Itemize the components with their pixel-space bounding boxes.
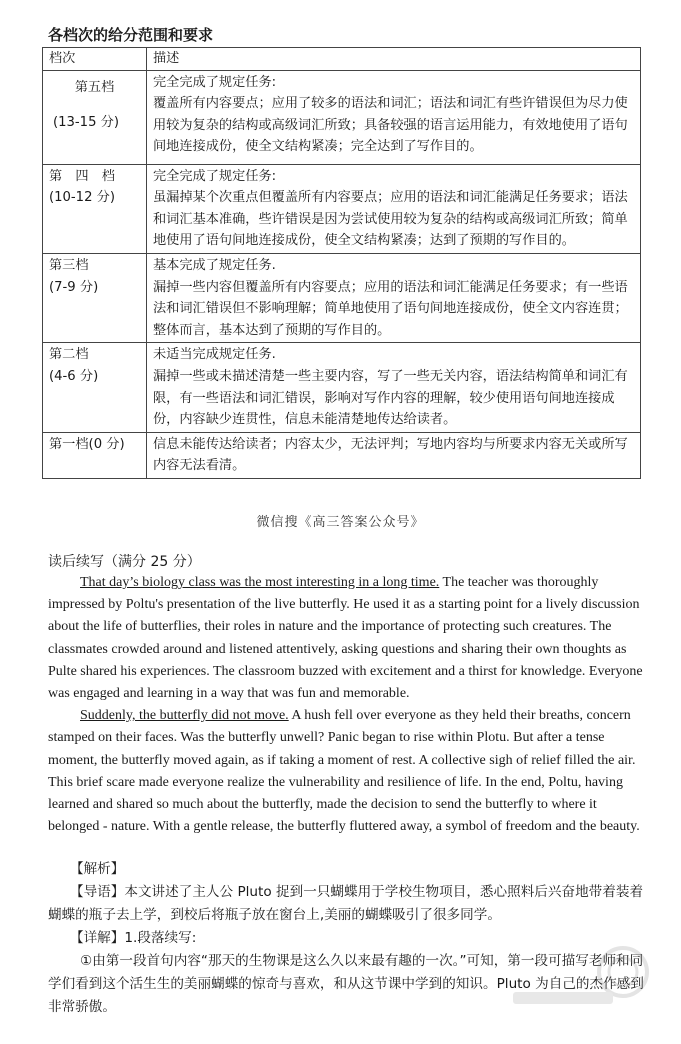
level-range: (7-9 分) xyxy=(49,279,99,295)
section-title: 读后续写（满分 25 分） xyxy=(48,554,201,570)
table-heading: 各档次的给分范围和要求 xyxy=(48,26,214,44)
table-row xyxy=(43,70,641,164)
paragraph-text: The teacher was thoroughly impressed by Poltu's presentation of the live butterfly. He used it as a starting point for a lively discussion about the life of butterflies, their roles in nature and the importance of protecting such creatures. The classmates crowded around and listened attentively, asking questions and sharing their own thoughts as Pulte shared his experiences. The classroom buzzed with excitement and a thirst for knowledge. Everyone was engaged and learning in a way that was fun and memorable. xyxy=(48,575,643,702)
level-cell xyxy=(43,70,147,164)
level-cell xyxy=(43,432,147,478)
level-range: (13-15 分) xyxy=(53,115,119,131)
description-title: 完全完成了规定任务: xyxy=(153,74,277,90)
analysis-guide: 【导语】本文讲述了主人公 Pluto 捉到一只蝴蝶用于学校生物项目，悉心照料后兴奋地带着装着蝴蝶的瓶子去上学，到校后将瓶子放在窗台上,美丽的蝴蝶吸引了很多同学。 xyxy=(48,884,644,923)
table-header-row xyxy=(43,48,641,71)
watermark-text: 微信搜《高三答案公众号》 xyxy=(256,515,425,530)
header-description: 描述 xyxy=(147,48,641,71)
essay-paragraph xyxy=(48,705,648,838)
description-text: 漏掉一些或未描述清楚一些主要内容，写了一些无关内容，语法结构简单和词汇有限，有一些语法和词汇错误，影响对写作内容的理解，较少使用语句间地连接成份，内容缺少连贯性，信息未能清楚地传达给读者。 xyxy=(153,368,628,428)
description-title: 未适当完成规定任务. xyxy=(153,347,276,363)
analysis-label: 【解析】 xyxy=(70,861,125,877)
level-range: (10-12 分) xyxy=(49,190,115,206)
essay-paragraph xyxy=(48,572,648,705)
essay-body xyxy=(48,572,648,838)
description-text: 信息未能传达给读者；内容太少，无法评判；写地内容均与所要求内容无关或所写内容无法看清。 xyxy=(153,436,628,474)
description-cell xyxy=(147,432,641,478)
level-name: 第二档 xyxy=(49,347,89,363)
description-cell xyxy=(147,253,641,342)
level-name: 第五档 xyxy=(74,79,115,95)
paragraph-text: A hush fell over everyone as they held their breaths, concern stamped on their faces. Was the butterfly unwell? Panic began to rise within Plotu. But after a tense moment, the butterfly moved again, as if taking a moment of rest. A collective sigh of relief filled the air. This brief scare made everyone realize the vulnerability and resilience of life. In the end, Poltu, having learned and shared so much about the butterfly, made the decision to send the butterfly to where it belonged - nature. With a gentle release, the butterfly fluttered away, a symbol of freedom and the beauty. xyxy=(48,708,640,835)
table-row xyxy=(43,164,641,253)
analysis-detail: 【详解】1.段落续写: xyxy=(70,930,197,946)
level-range: (4-6 分) xyxy=(49,368,99,384)
description-cell xyxy=(147,70,641,164)
description-title: 完全完成了规定任务: xyxy=(153,168,277,184)
scoring-table xyxy=(42,47,641,479)
level-cell xyxy=(43,343,147,432)
description-text: 虽漏掉某个次重点但覆盖所有内容要点；应用的语法和词汇能满足任务要求；语法和词汇基本准确，些许错误是因为尝试使用较为复杂的结构或高级词汇所致；简单地使用了语句间地连接成份，使全文结构紧凑；达到了预期的写作目的。 xyxy=(153,190,628,249)
level-cell xyxy=(43,253,147,342)
watermark-logo-icon xyxy=(503,944,653,1014)
level-name: 第 四 档 xyxy=(49,168,115,184)
table-row xyxy=(43,343,641,432)
underlined-opening: Suddenly, the butterfly did not move. xyxy=(80,708,289,724)
description-cell xyxy=(147,343,641,432)
level-name: 第三档 xyxy=(49,257,89,273)
description-text: 覆盖所有内容要点；应用了较多的语法和词汇；语法和词汇有些许错误但为尽力使用较为复杂的结构或高级词汇所致；具备较强的语言运用能力，有效地使用了语句间地连接成份，使全文结构紧凑；完全达到了写作目的。 xyxy=(153,96,628,155)
description-cell xyxy=(147,164,641,253)
table-row xyxy=(43,432,641,478)
level-name: 第一档(0 分) xyxy=(49,436,125,452)
underlined-opening: That day’s biology class was the most interesting in a long time. xyxy=(80,575,440,590)
level-cell xyxy=(43,164,147,253)
header-level: 档次 xyxy=(43,48,147,71)
table-row xyxy=(43,253,641,342)
description-title: 基本完成了规定任务. xyxy=(153,257,276,273)
description-text: 漏掉一些内容但覆盖所有内容要点；应用的语法和词汇能满足任务要求；有一些语法和词汇错误但不影响理解；简单地使用了语句间地连接成份，使全文内容连贯；整体而言，基本达到了预期的写作目的。 xyxy=(153,279,628,338)
analysis-point: ①由第一段首句内容“那天的生物课是这么久以来最有趣的一次。”可知，第一段可描写老师和同学们看到这个活生生的美丽蝴蝶的惊奇与喜欢，和从这节课中学到的知识。Pluto 为自己的杰作感到非常骄傲。 xyxy=(48,953,644,1015)
